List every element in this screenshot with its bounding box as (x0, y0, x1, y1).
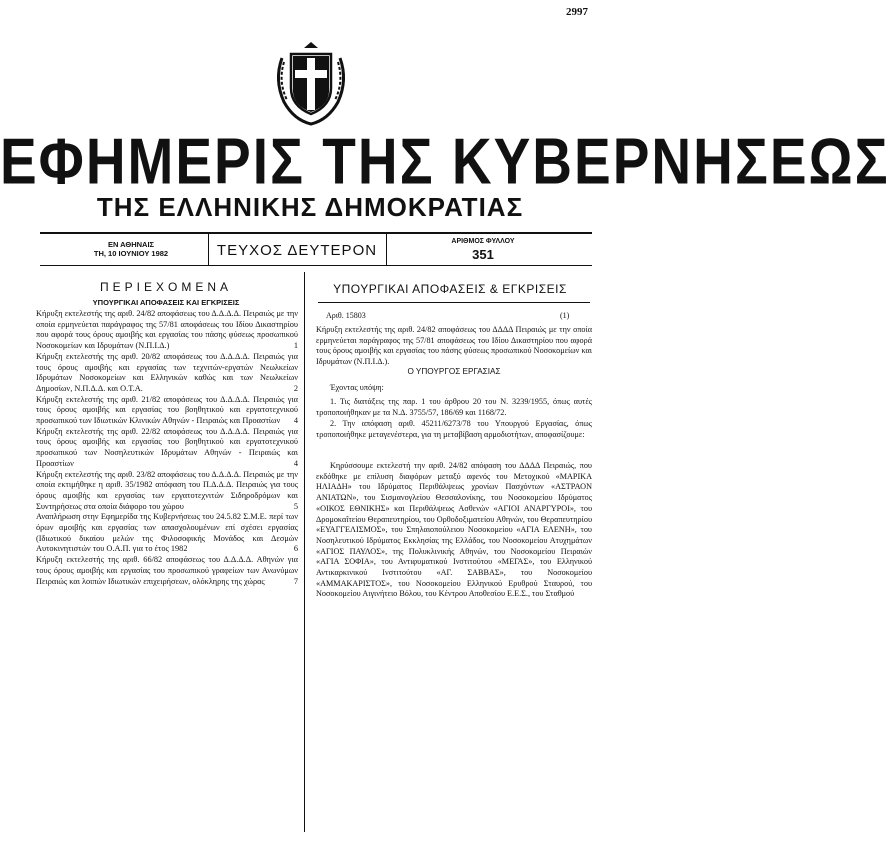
issue-number-label: ΑΡΙΘΜΟΣ ΦΥΛΛΟΥ (451, 238, 515, 245)
toc-title: ΠΕΡΙΕΧΟΜΕΝΑ (99, 280, 233, 294)
toc-entry (36, 512, 298, 555)
decision-number: Αριθ. 15803 (326, 311, 366, 320)
greek-coat-of-arms-icon (274, 40, 348, 126)
header-rule-top (40, 232, 592, 234)
issue-volume: ΤΕΥΧΟΣ ΔΕΥΤΕΡΟΝ (216, 242, 378, 259)
toc-entry (36, 470, 298, 513)
clause-2: 2. Την απόφαση αριθ. 45211/6273/78 του Υπουργού Εργασίας, όπως τροποποιήθηκε μεταγενέστερα, για τη μεταβίβαση αρμοδιοτήτων, αποφασίζουμε: (316, 419, 592, 439)
toc-entry-text: Κήρυξη εκτελεστής της αριθ. 23/82 αποφάσεως του Δ.Δ.Δ.Δ. Πειραιώς με την οποία εκτιμήθηκε η αριθ. 35/1982 απόφαση του Π.Δ.Δ.Δ. Πειραιώς για τους όρους αμοιβής και εργασίας των εργατοτεχνιτών Σιδηροδρόμων και Συντηρήσεως στα οποία διάφορο του χώρου (36, 469, 298, 511)
toc-list (36, 309, 298, 587)
toc-entry-text: Κήρυξη εκτελεστής της αριθ. 22/82 αποφάσεως του Δ.Δ.Δ.Δ. Πειραιώς για τους όρους αμοιβής και εργασίας του βοηθητικού και εργατοτεχνικού προσωπικού των Νοσηλευτικών Ιδρυμάτων Αθηνών - Πειραιώς και Προαστίων (36, 426, 298, 468)
toc-entry-text: Κήρυξη εκτελεστής της αριθ. 66/82 αποφάσεως του Δ.Δ.Δ.Δ. Αθηνών για τους όρους αμοιβής και εργασίας του προσωπικού γραφείων των Ανωνύμων Πειραιώς και λοιπών Ιδιωτικών επιχειρήσεων, ολόκληρης της χώρας (36, 555, 298, 586)
toc-entry (36, 309, 298, 352)
column-divider (304, 272, 305, 832)
toc-entry-text: Κήρυξη εκτελεστής της αριθ. 24/82 αποφάσεως του Δ.Δ.Δ.Δ. Πειραιώς με την οποία ερμηνεύεται παράγραφος της 57/81 αποφάσεως του Ιδίου Δικαστηρίου που αφορά τους όρους αμοιβής και εργασίας του πάσης φύσεως προσωπικού Νοσοκομείων και Ιδρυμάτων (Ν.Π.Ι.Δ.) (36, 309, 298, 351)
toc-entry-text: Κήρυξη εκτελεστής της αριθ. 20/82 αποφάσεως του Δ.Δ.Δ.Δ. Πειραιώς για τους όρους αμοιβής και εργασίας των τεχνιτών-εργατών Νεωλκείων Ιδρυμάτων Νοσοκομείων και Ελληνικών καθώς και των Νεωλκείων Δημοσίων, Ν.Π.Δ.Δ. και Ο.Τ.Α. (36, 351, 298, 393)
section-title-rule (318, 302, 590, 303)
decision-body: Κηρύσσουμε εκτελεστή την αριθ. 24/82 απόφαση του ΔΔΔΔ Πειραιώς, που εκδόθηκε με επίλυση διαφόρων μεταξύ αφενός του Μετοχικού «ΜΑΡΙΚΑ ΗΛΙΑΔΗ» του Ιδρύματος Περιθάλψεως χρονίων Πασχόντων «ΑΣΤΡΑΟΝ ΑΝΙΑΤΩΝ», του Σισμανογλείου Θεσσαλονίκης, του Νοσοκομείου Ιδρύματος «ΟΙΚΟΣ ΕΘΝΙΚΗΣ» και Περιθάλψεως Ασθενών «ΑΓΙΟΙ ΑΝΑΡΓΥΡΟΙ», του Δρομοκαΐτείου Θεραπευτηρίου, του Ορθοδοξιματείου Αθηνών, του Θεραπευτηρίου «ΕΥΑΓΓΕΛΙΣΜΟΣ», του Σπηλαιοπούλειου Νοσοκομείου «ΑΓΙΑ ΕΛΕΝΗ», του Νοσηλευτικού Ιδρύματος Εκκλησίας της Ελλάδος, του Νοσοκομείου Ατυχημάτων «ΑΓΙΟΣ ΠΑΥΛΟΣ», της Πολυκλινικής Αθηνών, του Νοσοκομείου Πειραιών «ΑΓΙΑ ΣΟΦΙΑ», του Αντιφυματικού Ινστιτούτου «ΜΕΓΑΣ», του Ελληνικού Αντικαρκινικού Ινστιτούτου «ΑΓ. ΣΑΒΒΑΣ», του Νοσοκομείου «ΑΜΜΑΚΑΡΙΣΤΟΣ», του Νοσοκομείου Ελληνικού Ερυθρού Σταυρού, του Νοσοκομείου Αιγινήτειο Βόλου, του Κέντρου Αποθεσίου Ε.Ε.Σ., του Σταθμού (316, 461, 592, 599)
header-divider-right (386, 234, 387, 265)
toc-entry (36, 352, 298, 395)
toc-subtitle: ΥΠΟΥΡΓΙΚΑΙ ΑΠΟΦΑΣΕΙΣ ΚΑΙ ΕΓΚΡΙΣΕΙΣ (92, 298, 240, 307)
toc-entry-page: 4 (293, 416, 298, 426)
issue-date: ΤΗ, 10 ΙΟΥΝΙΟΥ 1982 (93, 249, 169, 258)
clause-1: 1. Τις διατάξεις της παρ. 1 του άρθρου 20 του Ν. 3239/1955, όπως αυτές τροποποιήθηκαν με τα Ν.Δ. 3755/57, 186/69 και 1168/72. (316, 397, 592, 417)
issue-place-date (66, 240, 196, 258)
toc-entry-text: Κήρυξη εκτελεστής της αριθ. 21/82 αποφάσεως του Δ.Δ.Δ.Δ. Πειραιώς για τους όρους αμοιβής και εργασίας του βοηθητικού και εργατοτεχνικού προσωπικού των Ιδιωτικών Κλινικών Αθηνών - Πειραιώς και Προαστίων (36, 394, 298, 426)
issue-place: ΕΝ ΑΘΗΝΑΙΣ (107, 240, 155, 249)
issue-number: 351 (472, 247, 494, 262)
toc-entry (36, 427, 298, 470)
decision-marker: (1) (560, 311, 570, 320)
decision-summary: Κήρυξη εκτελεστής της αριθ. 24/82 αποφάσεως του ΔΔΔΔ Πειραιώς με την οποία ερμηνεύεται παράγραφος της 57/81 αποφάσεως του Ιδίου Δικαστηρίου που αφορά τους όρους αμοιβής και εργασίας του πάσης φύσεως προσωπικού Νοσοκομείων και Ιδρυμάτων (Ν.Π.Ι.Δ.). (316, 325, 592, 367)
toc-entry-page: 4 (293, 458, 298, 468)
toc-entry-text: Αναπλήρωση στην Εφημερίδα της Κυβερνήσεως του 24.5.82 Σ.Μ.Ε. περί των όρων αμοιβής και εργασίας των απασχολουμένων επί σχέσει εργασίας (Ιδιωτικού δικαίου μελών της Φιλοσοφικής Μονάδος και Δεσμών Αυτοκινητιστών του Ο.Α.Π. για το έτος 1982 (36, 512, 298, 554)
having-considered: Έχοντας υπόψη: (330, 383, 384, 392)
section-title: ΥΠΟΥΡΓΙΚΑΙ ΑΠΟΦΑΣΕΙΣ & ΕΓΚΡΙΣΕΙΣ (333, 282, 567, 296)
masthead-title: ΕΦΗΜΕΡΙΣ ΤΗΣ ΚΥΒΕΡΝΗΣΕΩΣ (0, 124, 890, 198)
toc-entry (36, 555, 298, 587)
toc-entry-page: 2 (293, 383, 298, 393)
header-rule-bottom (40, 265, 592, 266)
toc-entry-page: 6 (293, 544, 298, 554)
header-divider-left (208, 234, 209, 265)
toc-entry-page: 5 (293, 501, 298, 511)
toc-entry (36, 395, 298, 427)
ministry-heading: Ο ΥΠΟΥΡΓΟΣ ΕΡΓΑΣΙΑΣ (407, 367, 501, 376)
page-number: 2997 (566, 6, 588, 18)
toc-entry-page: 1 (293, 341, 298, 351)
toc-entry-page: 7 (293, 576, 298, 586)
masthead-subtitle: ΤΗΣ ΕΛΛΗΝΙΚΗΣ ΔΗΜΟΚΡΑΤΙΑΣ (96, 192, 524, 222)
